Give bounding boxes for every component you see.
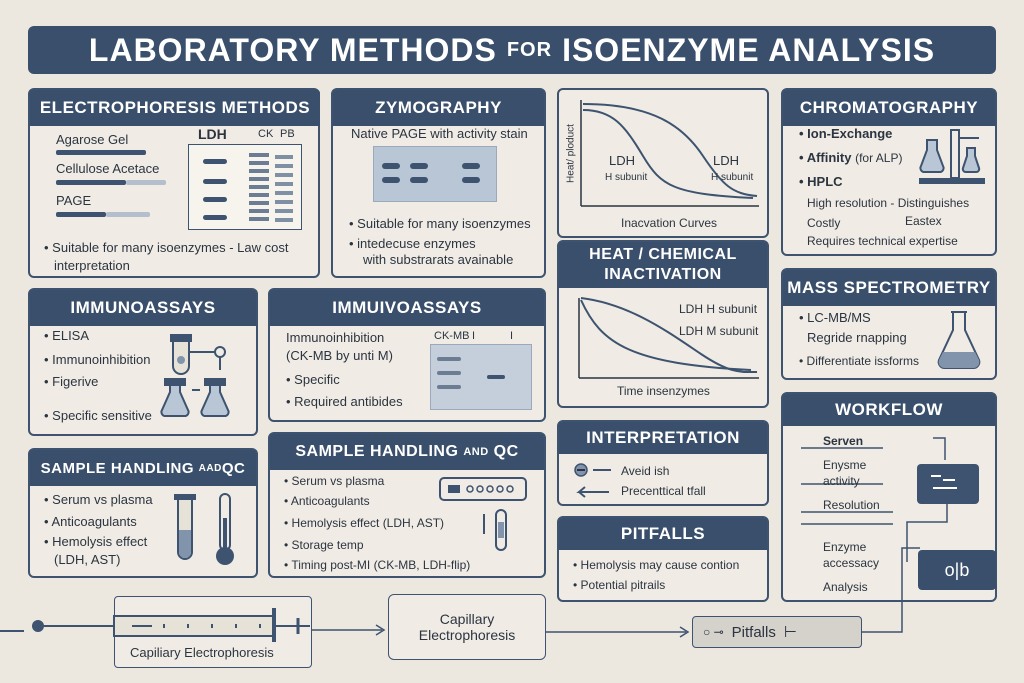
zymography-bullet-1: • Suitable for many isoenzymes (349, 216, 531, 231)
workflow-step-serven: Serven (823, 434, 864, 448)
corner-label: o|b (944, 559, 970, 580)
agarose-bar (56, 150, 146, 155)
beaker-icon (933, 308, 985, 372)
zymography-panel (331, 88, 546, 278)
arrow-to-pitfalls (546, 624, 696, 640)
mass-spec-panel (781, 268, 997, 380)
inactivation-curves-panel (557, 88, 769, 238)
sample-left-bullet-2: • Anticoagulants (44, 514, 137, 529)
heat-label-m: LDH M subunit (679, 324, 759, 338)
electrophoresis-header: ELECTROPHORESIS METHODS (30, 90, 320, 126)
title-part1: LABORATORY METHODS (88, 31, 497, 68)
zymography-gel (373, 146, 497, 202)
interpretation-line-1: Aveid ish (621, 464, 670, 478)
immuno-bullet-elisa: • ELISA (44, 328, 90, 343)
heat-inactivation-caption: Time insenzymes (617, 384, 710, 398)
method-agarose: Agarose Gel (56, 132, 129, 147)
sample-left-bullet-1: • Serum vs plasma (44, 492, 153, 507)
immuno-bullet-inhibition: • Immunoinhibition (44, 352, 151, 367)
electrophoresis-panel (28, 88, 320, 278)
method-cellulose: Cellulose Acetace (56, 161, 160, 176)
pitfalls-chip-icon: ○ ⊸ (703, 625, 724, 639)
flask-column-icon (917, 128, 987, 186)
sample-mid-header: SAMPLE HANDLING AND QC (270, 434, 544, 470)
flag-icon: ⊢ (783, 624, 797, 641)
capillary-label-1: Capillary (439, 611, 495, 627)
cuvette-pipette-icon (436, 474, 538, 554)
sample-mid-bullet-3: • Hemolysis effect (LDH, AST) (284, 516, 445, 530)
heat-curve-sub-2: H subunit (711, 172, 754, 183)
workflow-header: WORKFLOW (783, 394, 995, 426)
chrom-bullet-affinity: • Affinity (for ALP) (799, 150, 903, 165)
mass-spec-header: MASS SPECTROMETRY (783, 270, 995, 306)
pitfalls-header: PITFALLS (559, 518, 767, 550)
heat-chart-caption: Inacvation Curves (621, 216, 718, 230)
electrophoresis-bullet-cont: interpretation (54, 258, 130, 273)
workflow-step-resolution: Resolution (823, 498, 880, 512)
heat-chart-ylabel: Heat/ ploduct (565, 124, 577, 183)
immuno-bullet-figerive: • Figerive (44, 374, 99, 389)
immuno-mid-bullet-1: • Specific (286, 372, 340, 387)
immuno-mid-gel (430, 344, 532, 410)
arrow-to-box (312, 622, 390, 638)
sample-mid-bullet-1: • Serum vs plasma (284, 474, 385, 488)
connector-to-corner (862, 544, 922, 640)
mass-note: Regride rnapping (807, 330, 907, 345)
capillary-box (388, 594, 546, 660)
title-part2: ISOENZYME ANALYSIS (562, 31, 936, 68)
immuno-bullet-specific: • Specific sensitive (44, 408, 152, 423)
immuno-mid-bullet-2: • Required antibides (286, 394, 403, 409)
sample-mid-bullet-4: • Storage temp (284, 538, 364, 552)
cellulose-bar (56, 180, 126, 185)
syringe-label: Capiliary Electrophoresis (130, 645, 274, 660)
title-banner (28, 26, 996, 74)
pitfalls-bullet-1: • Hemolysis may cause contion (573, 558, 740, 572)
interpretation-icon (569, 462, 619, 502)
pitfalls-panel (557, 516, 769, 602)
workflow-step-activity: activity (823, 474, 860, 488)
heat-curve-sub-1: H subunit (605, 172, 648, 183)
sample-mid-bullet-2: • Anticoagulants (284, 494, 370, 508)
corner-box[interactable] (918, 550, 996, 590)
zymography-bullet-2: • intedecuse enzymes (349, 236, 476, 251)
sample-left-bullet-3: • Hemolysis effect (44, 534, 148, 549)
immunoassay-flasks-icon (160, 330, 256, 422)
immuno-mid-subtitle: Immunoinhibition (286, 330, 385, 345)
zymography-bullet-cont: with substrarats avainable (363, 252, 514, 267)
immunoassays-panel (28, 288, 258, 436)
gel-lane-label-ck: CK (258, 128, 274, 140)
chrom-bullet-ion: • Ion-Exchange (799, 126, 893, 141)
pitfalls-bullet-2: • Potential pitrails (573, 578, 666, 592)
sample-mid-bullet-5: • Timing post-MI (CK-MB, LDH-flip) (284, 558, 471, 572)
page-bar (56, 212, 106, 217)
chrom-req: Requires technical expertise (807, 234, 958, 248)
cellulose-bar-light (126, 180, 166, 185)
sample-handling-mid-panel (268, 432, 546, 578)
method-page: PAGE (56, 193, 92, 208)
sample-handling-left-panel (28, 448, 258, 578)
mass-bullet-1: • LC-MB/MS (799, 310, 871, 325)
workflow-step-analysis: Analysis (823, 580, 868, 594)
mass-bullet-2: • Differentiate issforms (799, 354, 920, 368)
immuno-mid-lane-2: I (510, 330, 514, 342)
heat-inactivation-header: HEAT / CHEMICAL INACTIVATION (559, 242, 767, 288)
immunoinhibition-header: IMMUIVOASSAYS (270, 290, 544, 326)
sample-left-bullet-cont: (LDH, AST) (54, 552, 121, 567)
workflow-step-enzyme: Enzyme (823, 540, 867, 554)
bottom-line (0, 630, 24, 632)
pitfalls-chip-label: Pitfalls (731, 623, 776, 641)
interpretation-line-2: Precenttical tfall (621, 484, 706, 498)
sample-left-header: SAMPLE HANDLING AAD QC (30, 450, 256, 486)
heat-curve-label-2: LDH (713, 153, 740, 168)
immunoinhibition-panel (268, 288, 546, 422)
electrophoresis-bullet: • Suitable for many isoenzymes - Law cost (44, 240, 289, 255)
chrom-costly: Costly (807, 216, 841, 230)
syringe-icon (24, 604, 314, 644)
chrom-pro: High resolution - Distinguishes (807, 196, 970, 210)
immuno-mid-lane-ckmb: CK-MB (434, 330, 470, 342)
workflow-step-accessacy: accessacy (823, 556, 880, 570)
immunoassays-header: IMMUNOASSAYS (30, 290, 256, 326)
zymography-header: ZYMOGRAPHY (333, 90, 544, 126)
zymography-subtitle: Native PAGE with activity stain (351, 126, 528, 141)
chromatography-header: CHROMATOGRAPHY (783, 90, 995, 126)
chromatography-panel (781, 88, 997, 256)
heat-inactivation-panel (557, 240, 769, 408)
gel-lane-label-pb: PB (280, 128, 295, 140)
capillary-label-2: Electrophoresis (418, 627, 516, 643)
test-tube-thermometer-icon (170, 490, 250, 570)
pitfalls-chip[interactable] (692, 616, 862, 648)
workflow-step-enysme: Enysme (823, 458, 867, 472)
immuno-mid-subtitle2: (CK-MB by unti M) (286, 348, 393, 363)
gel-title: LDH (198, 126, 227, 142)
interpretation-panel (557, 420, 769, 506)
heat-label-h: LDH H subunit (679, 302, 758, 316)
immuno-mid-lane-1: I (472, 330, 476, 342)
gel-image (188, 144, 302, 230)
title-for: FOR (506, 38, 553, 61)
chrom-eastex: Eastex (905, 214, 942, 228)
interpretation-header: INTERPRETATION (559, 422, 767, 454)
chrom-bullet-hplc: • HPLC (799, 174, 843, 189)
page-bar-light (106, 212, 150, 217)
heat-curve-label-1: LDH (609, 153, 636, 168)
